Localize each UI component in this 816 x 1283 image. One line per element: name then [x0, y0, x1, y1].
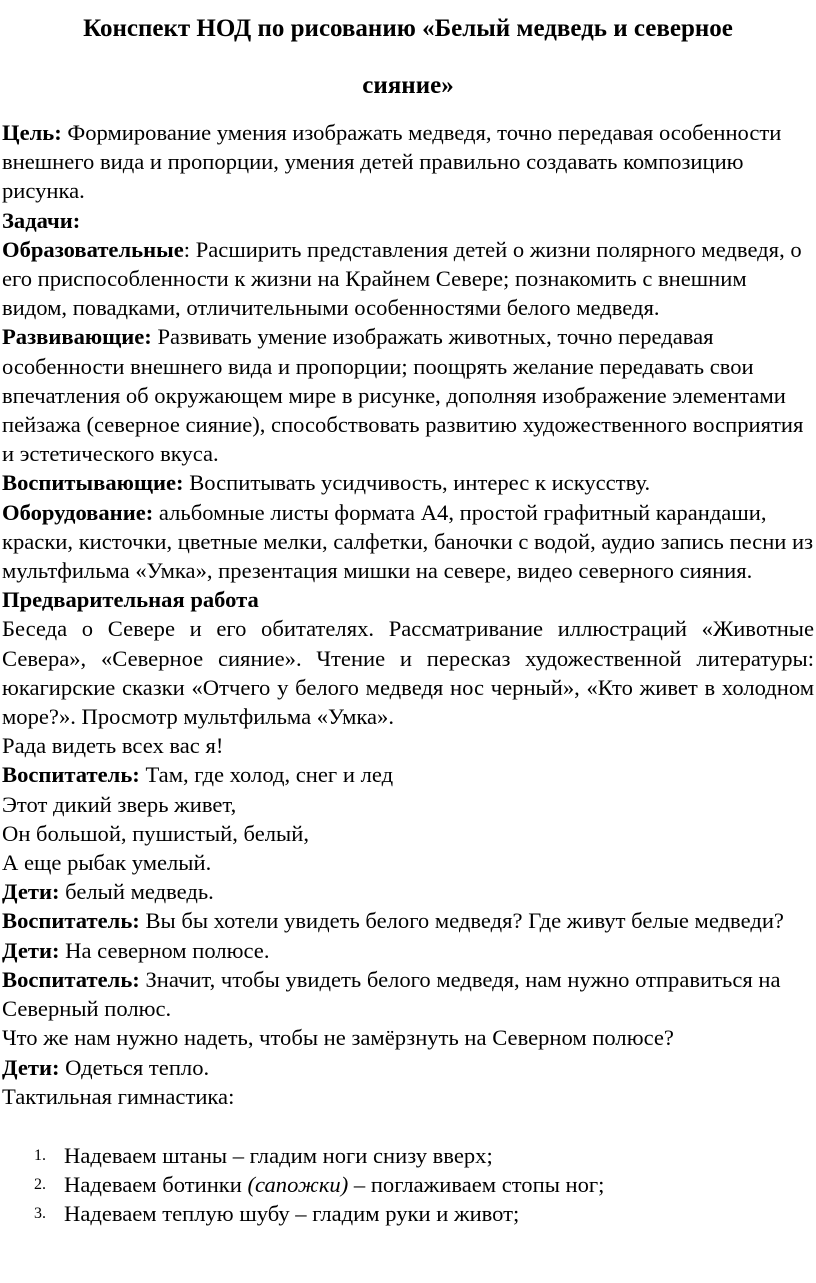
dialogue-speaker: Дети: — [2, 879, 60, 905]
gymnastics-list — [2, 1141, 814, 1229]
equipment-paragraph — [2, 498, 814, 586]
document-title — [2, 0, 814, 114]
dialogue-text: Тактильная гимнастика: — [2, 1083, 235, 1109]
list-item-text: Надеваем теплую шубу – гладим руки и живот; — [64, 1201, 520, 1227]
dialogue-text: белый медведь. — [59, 879, 214, 905]
dialogue-line — [2, 906, 814, 935]
dialogue-line — [2, 936, 814, 965]
dialogue-speaker: Воспитатель: — [2, 908, 140, 934]
title-line-2: сияние» — [362, 72, 454, 99]
dialogue-line — [2, 848, 814, 877]
developing-label: Развивающие: — [2, 324, 152, 350]
dialogue-speaker: Дети: — [2, 937, 60, 963]
spacer — [2, 1111, 814, 1141]
dialogue-line — [2, 1053, 814, 1082]
list-item-number: 1. — [34, 1146, 46, 1164]
educational-text: : Расширить представления детей о жизни полярного медведя, о его приспособленности к жизни на Крайнем Севере; познакомить с внешним видом, повадками, отличительными особенностями белого медведя. — [2, 236, 802, 321]
dialogue-speaker: Воспитатель: — [2, 966, 140, 992]
greeting-line: Рада видеть всех вас я! — [2, 733, 224, 759]
dialogue-text: Вы бы хотели увидеть белого медведя? Где живут белые медведи? — [139, 908, 784, 934]
dialogue-speaker: Воспитатель: — [2, 762, 140, 788]
goal-paragraph — [2, 118, 814, 206]
dialogue-line — [2, 1082, 814, 1111]
dialogue-line — [2, 965, 814, 1023]
dialogue-text: Он большой, пушистый, белый, — [2, 820, 309, 846]
dialogue-text: Этот дикий зверь живет, — [2, 791, 237, 817]
list-item-text-after: – поглаживаем стопы ног; — [348, 1172, 605, 1198]
goal-text: Формирование умения изображать медведя, точно передавая особенности внешнего вида и пропорции, умения детей правильно создавать композицию рисунка. — [2, 120, 782, 204]
dialogue-text: Что же нам нужно надеть, чтобы не замёрзнуть на Северном полюсе? — [2, 1025, 674, 1051]
developing-paragraph — [2, 322, 814, 468]
dialogue-line — [2, 819, 814, 848]
list-item-text: Надеваем штаны – гладим ноги снизу вверх; — [64, 1142, 493, 1168]
document-body — [2, 118, 814, 1229]
educational-label: Образовательные — [2, 236, 184, 262]
dialogue-text: Одеться тепло. — [59, 1054, 210, 1080]
dialogue-text: А еще рыбак умелый. — [2, 850, 212, 876]
title-line-1: Конспект НОД по рисованию «Белый медведь и северное — [83, 15, 733, 42]
dialogue-text: Значит, чтобы увидеть белого медведя, нам нужно отправиться на Северный полюс. — [2, 966, 781, 1022]
list-item — [2, 1141, 814, 1170]
dialogue-line — [2, 1023, 814, 1052]
equipment-label: Оборудование: — [2, 499, 154, 525]
list-item-italic: (сапожки) — [247, 1172, 349, 1198]
dialogue-line — [2, 790, 814, 819]
preliminary-text: Беседа о Севере и его обитателях. Рассматривание иллюстраций «Животные Севера», «Северное сияние». Чтение и пересказ художественной литературы: юкагирские сказки «Отчего у белого медведя нос черный», «Кто живет в холодном море?». Просмотр мультфильма «Умка». — [2, 616, 814, 730]
equipment-text: альбомные листы формата А4, простой графитный карандаши, краски, кисточки, цветные мелки, салфетки, баночки с водой, аудио запись песни из мультфильма «Умка», презентация мишки на севере, видео северного сияния. — [2, 499, 814, 584]
dialogue-text: На северном полюсе. — [59, 937, 270, 963]
educational-paragraph — [2, 235, 814, 323]
list-item-text: Надеваем ботинки — [64, 1172, 248, 1198]
developing-text: Развивать умение изображать животных, точно передавая особенности внешнего вида и пропорции; поощрять желание передавать свои впечатления об окружающем мире в рисунке, дополняя изображение элементами пейзажа (северное сияние), способствовать развитию художественного восприятия и эстетического вкуса. — [2, 324, 804, 467]
list-item-number: 2. — [34, 1176, 46, 1194]
preliminary-heading: Предварительная работа — [2, 587, 259, 613]
dialogue-speaker: Дети: — [2, 1054, 60, 1080]
upbringing-text: Воспитывать усидчивость, интерес к искусству. — [183, 470, 651, 496]
upbringing-label: Воспитывающие: — [2, 470, 184, 496]
dialogue-line — [2, 760, 814, 789]
list-item — [2, 1199, 814, 1228]
upbringing-paragraph — [2, 468, 814, 497]
goal-label: Цель: — [2, 120, 62, 145]
dialogue-line — [2, 877, 814, 906]
list-item-number: 3. — [34, 1205, 46, 1223]
list-item — [2, 1170, 814, 1199]
tasks-heading: Задачи: — [2, 207, 81, 233]
dialogue-text: Там, где холод, снег и лед — [139, 762, 394, 788]
